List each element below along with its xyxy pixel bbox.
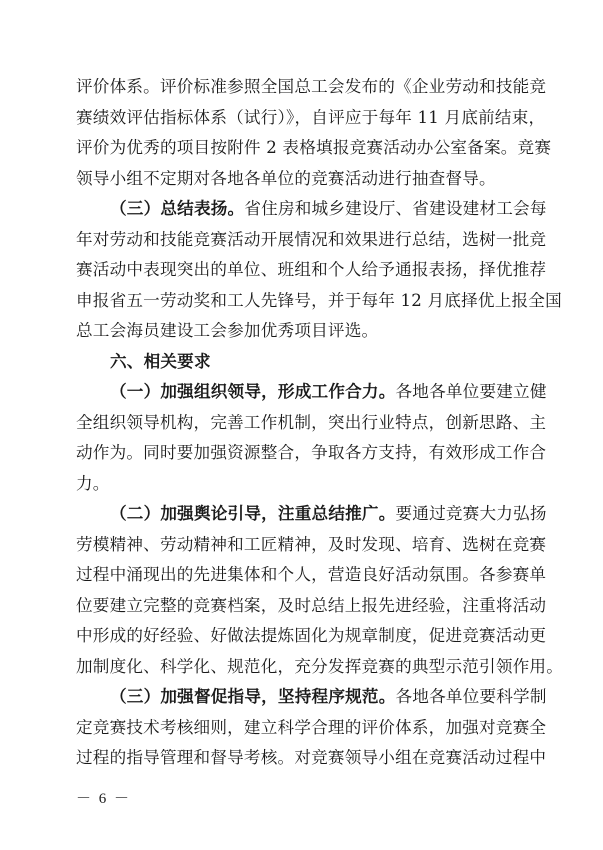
paragraph-lead: （一）加强组织领导，形成工作合力。	[110, 382, 396, 401]
paragraph-text: 省住房和城乡建设厅、省建设建材工会每	[244, 199, 547, 218]
text-line: 动作为。同时要加强资源整合，争取各方支持，有效形成工作合	[76, 443, 547, 462]
paragraph-text: 要通过竞赛大力弘扬	[395, 504, 547, 523]
text-line: 加制度化、科学化、规范化，充分发挥竞赛的典型示范引领作用。	[76, 656, 564, 676]
text-line: 年对劳动和技能竞赛活动开展情况和效果进行总结，选树一批竞	[76, 229, 547, 249]
paragraph-text: 各地各单位要科学制	[395, 687, 547, 706]
section-heading: 六、相关要求	[110, 351, 211, 371]
text-line: 位要建立完整的竞赛档案，及时总结上报先进经验，注重将活动	[76, 595, 547, 615]
text-line: 全组织领导机构，完善工作机制，突出行业特点，创新思路、主	[76, 412, 547, 432]
text-line: 定竞赛技术考核细则，建立科学合理的评价体系，加强对竞赛全	[76, 717, 547, 737]
document-body	[76, 72, 564, 774]
paragraph-first-line	[76, 682, 547, 713]
paragraph-lead: （三）总结表扬。	[110, 199, 245, 218]
text-line: 赛绩效评估指标体系（试行）》，自评应于每年 11 月底前结束，	[76, 107, 546, 127]
text-line: 中形成的好经验、好做法提炼固化为规章制度，促进竞赛活动更	[76, 626, 547, 645]
paragraph-lead: （二）加强舆论引导，注重总结推广。	[110, 504, 396, 523]
text-line: 评价体系。评价标准参照全国总工会发布的《企业劳动和技能竞	[76, 77, 547, 96]
text-line: 评价为优秀的项目按附件 2 表格填报竞赛活动办公室备案。竞赛	[76, 138, 552, 157]
text-line: 劳模精神、劳动精神和工匠精神，及时发现、培育、选树在竞赛	[76, 534, 547, 554]
text-line: 赛活动中表现突出的单位、班组和个人给予通报表扬，择优推荐	[76, 260, 547, 279]
text-line: 过程的指导管理和督导考核。对竞赛领导小组在竞赛活动过程中	[76, 748, 547, 767]
paragraph-first-line	[76, 499, 547, 530]
paragraph-first-line	[76, 377, 547, 408]
page-number: － 6 －	[76, 791, 132, 807]
text-line: 总工会海员建设工会参加优秀项目评选。	[76, 321, 379, 340]
text-line: 力。	[76, 473, 110, 493]
text-line: 领导小组不定期对各地各单位的竞赛活动进行抽查督导。	[76, 168, 496, 188]
text-line: 过程中涌现出的先进集体和个人，营造良好活动氛围。各参赛单	[76, 565, 547, 584]
paragraph-lead: （三）加强督促指导，坚持程序规范。	[110, 687, 396, 706]
paragraph-text: 各地各单位要建立健	[395, 382, 547, 401]
paragraph-first-line	[76, 194, 547, 225]
text-line: 申报省五一劳动奖和工人先锋号，并于每年 12 月底择优上报全国	[76, 290, 562, 310]
